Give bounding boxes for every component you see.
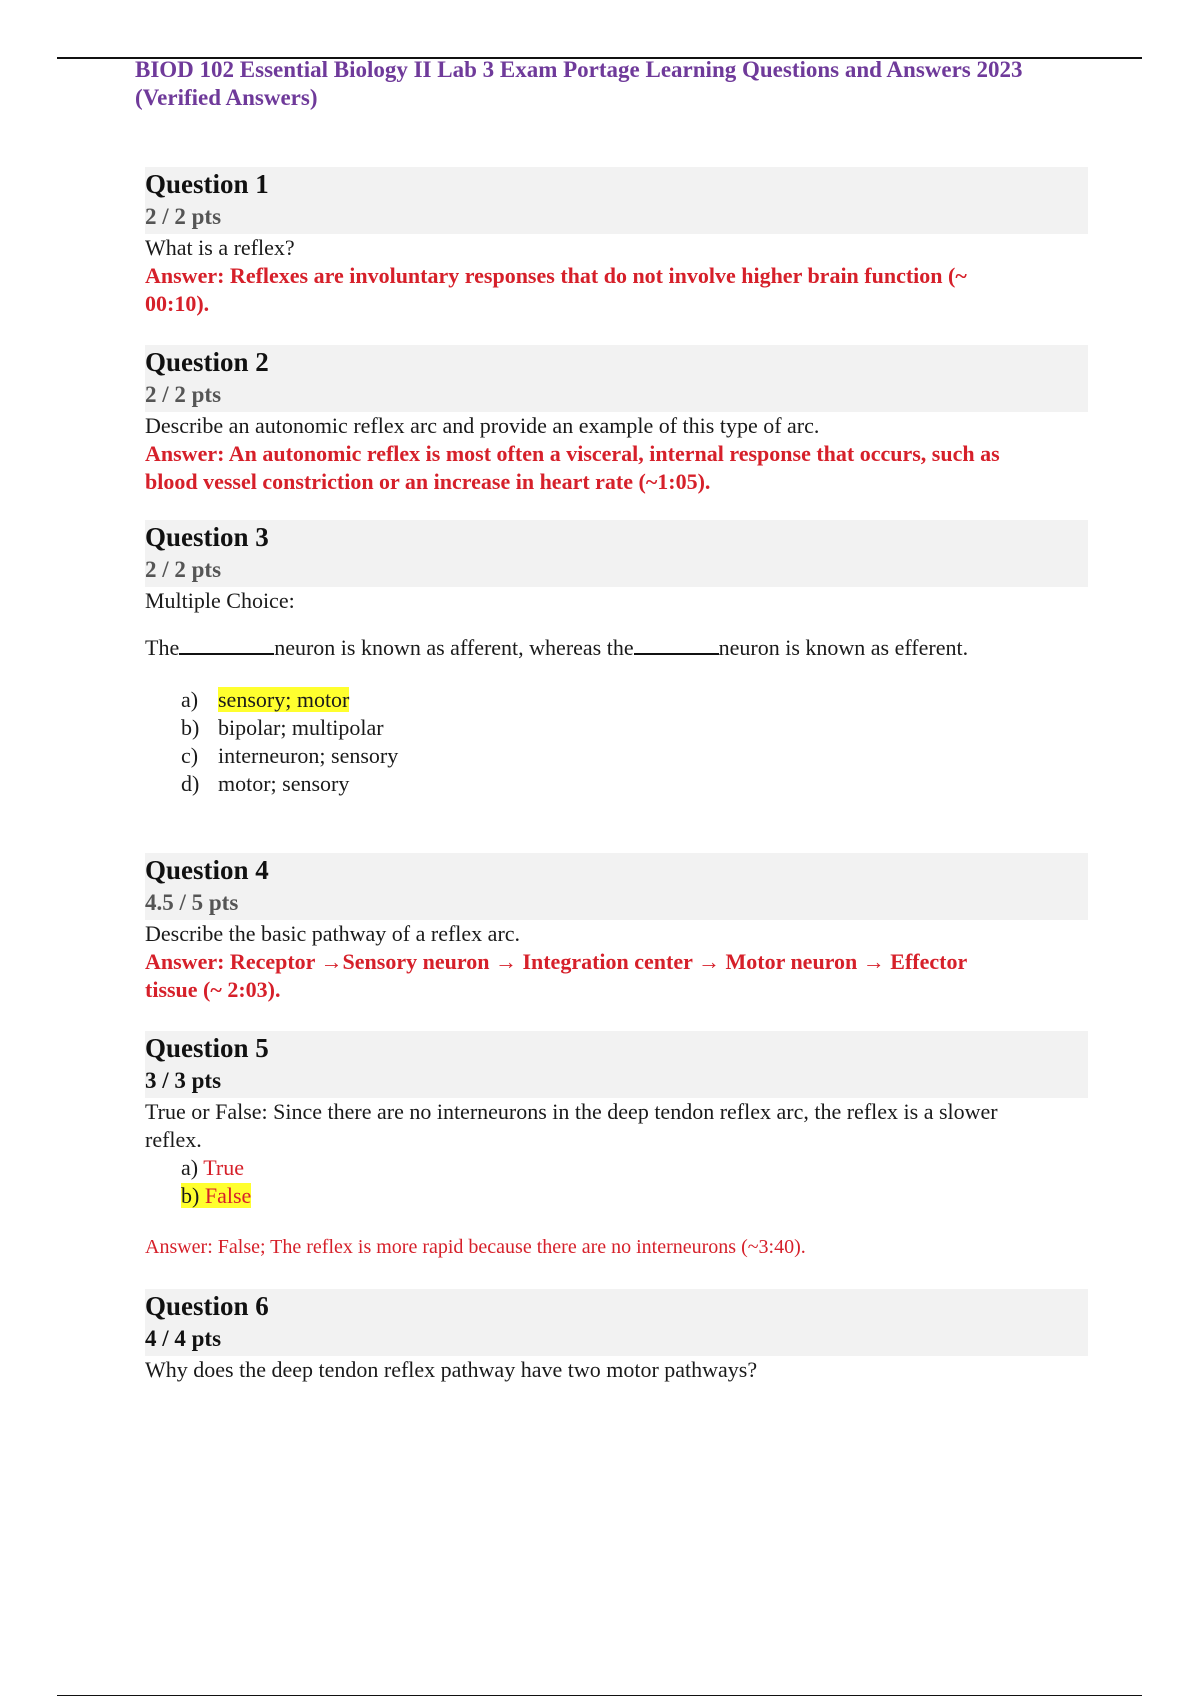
option-a [181, 1154, 1088, 1182]
answer-blank-1 [179, 633, 274, 655]
sentence-part-1: The [145, 635, 180, 660]
option-highlight [181, 1183, 251, 1208]
option-text-highlighted: sensory; motor [218, 687, 350, 712]
question-header [145, 1289, 1088, 1356]
option-b [181, 714, 1088, 742]
question-points: 2 / 2 pts [145, 204, 222, 229]
question-points: 3 / 3 pts [145, 1068, 222, 1093]
question-points: 4.5 / 5 pts [145, 890, 239, 915]
option-c [181, 742, 1088, 770]
option-d [181, 770, 1088, 798]
options-list [181, 1154, 1088, 1210]
option-letter: b) [181, 1183, 200, 1208]
answer-line-2: 00:10). [145, 291, 210, 316]
option-letter: a) [181, 1155, 199, 1180]
question-points: 2 / 2 pts [145, 557, 222, 582]
question-prompt-line-2: reflex. [145, 1127, 202, 1152]
option-letter: b) [181, 715, 200, 740]
answer-line-2: tissue (~ 2:03). [145, 977, 281, 1002]
question-header [145, 345, 1088, 412]
question-title: Question 6 [145, 1291, 269, 1321]
question-title: Question 2 [145, 347, 269, 377]
option-text: True [203, 1155, 244, 1180]
option-text: bipolar; multipolar [218, 715, 384, 740]
answer-line-1: Answer: An autonomic reflex is most often a visceral, internal response that occurs, such as [145, 441, 1000, 466]
question-title: Question 5 [145, 1033, 269, 1063]
question-points: 4 / 4 pts [145, 1326, 222, 1351]
question-1 [145, 167, 1088, 318]
option-letter: a) [181, 687, 199, 712]
question-4 [145, 853, 1088, 1004]
option-letter: c) [181, 743, 199, 768]
document-title: BIOD 102 Essential Biology II Lab 3 Exam Portage Learning Questions and Answers 2023 (Verified Answers) [135, 57, 1023, 110]
answer-line-2: blood vessel constriction or an increase in heart rate (~1:05). [145, 469, 711, 494]
option-text: False [204, 1183, 252, 1208]
question-prompt: Describe the basic pathway of a reflex arc. [145, 921, 521, 946]
question-points: 2 / 2 pts [145, 382, 222, 407]
answer-blank-2 [634, 633, 719, 655]
sentence-part-3: neuron is known as efferent. [718, 635, 969, 660]
question-header [145, 520, 1088, 587]
option-text: interneuron; sensory [218, 743, 399, 768]
question-header [145, 853, 1088, 920]
question-title: Question 4 [145, 855, 269, 885]
answer-text: Answer: False; The reflex is more rapid because there are no interneurons (~3:40). [145, 1236, 806, 1258]
question-prompt: What is a reflex? [145, 235, 295, 260]
question-5 [145, 1031, 1088, 1260]
question-prompt: Why does the deep tendon reflex pathway have two motor pathways? [145, 1357, 758, 1382]
bottom-rule [57, 1695, 1142, 1696]
question-prompt-line-1: True or False: Since there are no interneurons in the deep tendon reflex arc, the reflex is a slower [145, 1099, 998, 1124]
question-2 [145, 345, 1088, 496]
question-3 [145, 520, 1088, 798]
question-title: Question 3 [145, 522, 269, 552]
option-text: motor; sensory [218, 771, 350, 796]
answer-line-1: Answer: Receptor →Sensory neuron → Integration center → Motor neuron → Effector [145, 949, 968, 974]
question-header [145, 1031, 1088, 1098]
option-a [181, 686, 1088, 714]
answer-line-1: Answer: Reflexes are involuntary responses that do not involve higher brain function (~ [145, 263, 967, 288]
fill-in-sentence [145, 633, 1088, 662]
question-title: Question 1 [145, 169, 269, 199]
sentence-part-2: neuron is known as afferent, whereas the [274, 635, 634, 660]
question-prompt: Multiple Choice: [145, 588, 295, 613]
question-prompt: Describe an autonomic reflex arc and provide an example of this type of arc. [145, 413, 820, 438]
option-b [181, 1182, 1088, 1210]
question-6 [145, 1289, 1088, 1384]
question-header [145, 167, 1088, 234]
options-list [181, 686, 1088, 798]
option-letter: d) [181, 771, 200, 796]
